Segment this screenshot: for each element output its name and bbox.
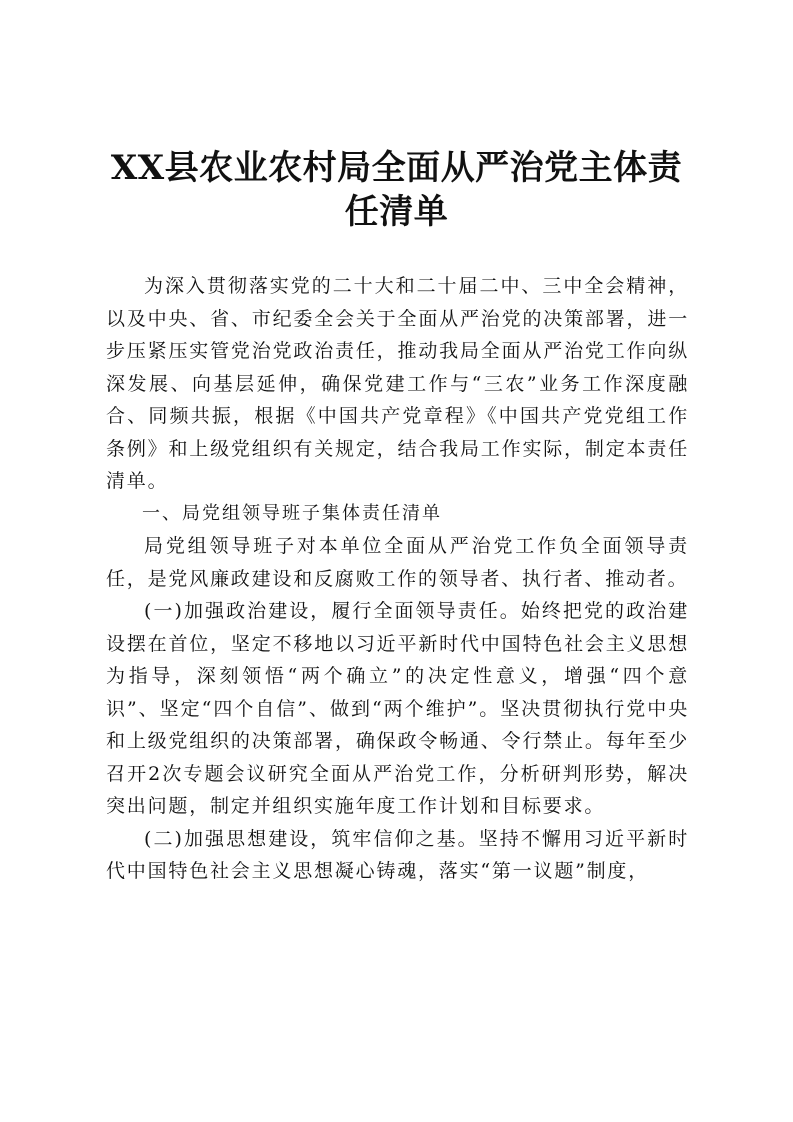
item-2-paragraph: (二)加强思想建设，筑牢信仰之基。坚持不懈用习近平新时代中国特色社会主义思想凝心铸魂，落实“第一议题”制度， bbox=[106, 827, 689, 882]
intro-paragraph: 为深入贯彻落实党的二十大和二十届二中、三中全会精神，以及中央、省、市纪委全会关于全面从严治党的决策部署，进一步压紧压实管党治党政治责任，推动我局全面从严治党工作向纵深发展、向基层延伸，确保党建工作与“三农”业务工作深度融合、同频共振，根据《中国共产党章程》《中国共产党党组工作条例》和上级党组织有关规定，结合我局工作实际，制定本责任清单。 bbox=[106, 275, 689, 492]
document-title: XX县农业农村局全面从严治党主体责任清单 bbox=[110, 148, 683, 232]
section-heading: 一、局党组领导班子集体责任清单 bbox=[142, 502, 442, 524]
section-intro-paragraph: 局党组领导班子对本单位全面从严治党工作负全面领导责任，是党风廉政建设和反腐败工作的领导者、执行者、推动者。 bbox=[106, 535, 689, 590]
item-1-paragraph: (一)加强政治建设，履行全面领导责任。始终把党的政治建设摆在首位，坚定不移地以习近平新时代中国特色社会主义思想为指导，深刻领悟“两个确立”的决定性意义，增强“四个意识”、坚定“四个自信”、做到“两个维护”。坚决贯彻执行党中央和上级党组织的决策部署，确保政令畅通、令行禁止。每年至少召开2次专题会议研究全面从严治党工作，分析研判形势，解决突出问题，制定并组织实施年度工作计划和目标要求。 bbox=[106, 600, 689, 817]
document-body bbox=[106, 270, 689, 888]
